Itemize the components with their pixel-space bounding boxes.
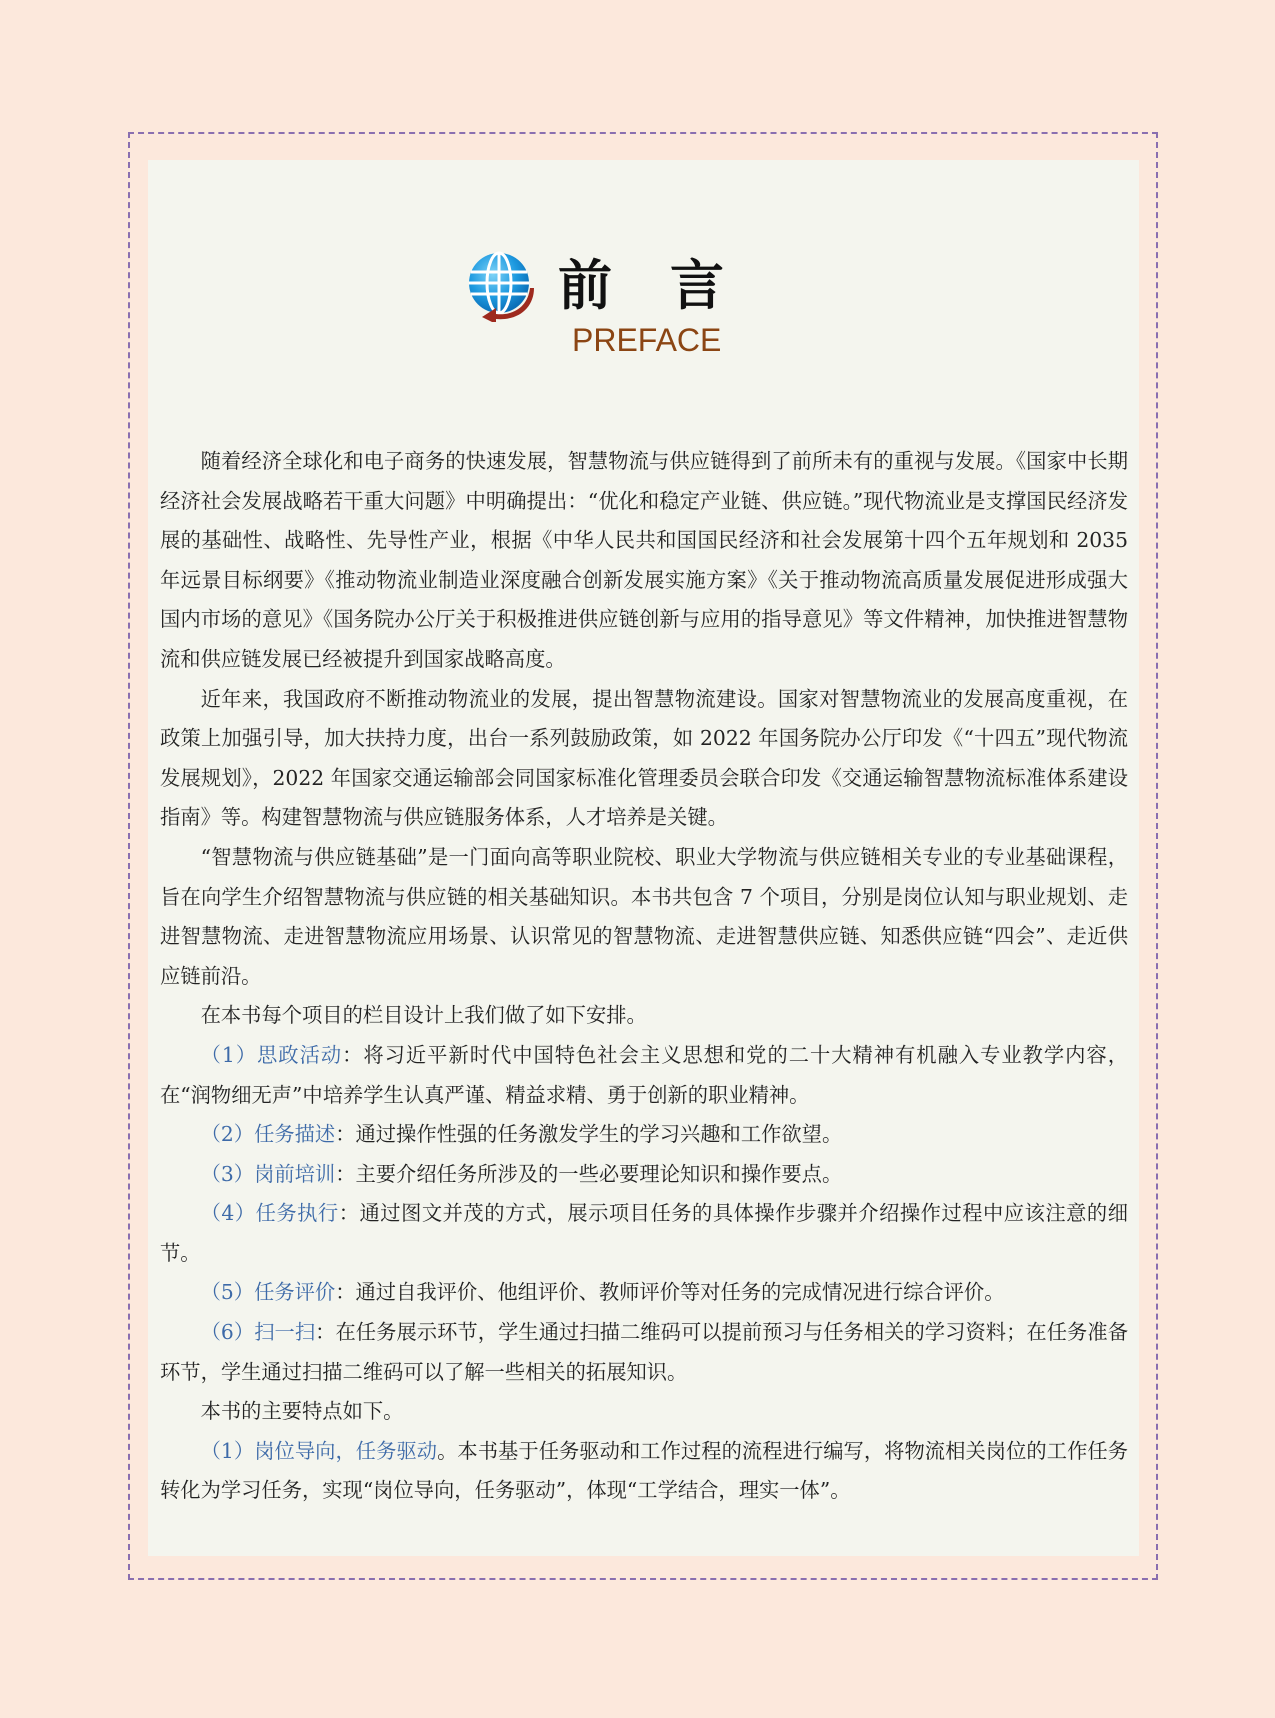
- item-text: ：主要介绍任务所涉及的一些必要理论知识和操作要点。: [335, 1161, 843, 1186]
- item-number: （4）: [200, 1201, 256, 1226]
- paragraph: 随着经济全球化和电子商务的快速发展，智慧物流与供应链得到了前所未有的重视与发展。《国家中长期经济社会发展战略若干重大问题》中明确提出：“优化和稳定产业链、供应链。”现代物流业是支撑国民经济发展的基础性、战略性、先导性产业，根据《中华人民共和国国民经济和社会发展第十四个五年规划和 2035 年远景目标纲要》《推动物流业制造业深度融合创新发展实施方案》《关于推动物流高质量发展促进形成强大国内市场的意见》《国务院办公厅关于积极推进供应链创新与应用的指导意见》等文件精神，加快推进智慧物流和供应链发展已经被提升到国家战略高度。: [160, 449, 1128, 671]
- paragraph: “智慧物流与供应链基础”是一门面向高等职业院校、职业大学物流与供应链相关专业的专业基础课程，旨在向学生介绍智慧物流与供应链的相关基础知识。本书共包含 7 个项目，分别是岗位认知与职业规划、走进智慧物流、走进智慧物流应用场景、认识常见的智慧物流、走进智慧供应链、知悉供应链“四会”、走近供应链前沿。: [160, 844, 1128, 988]
- item-number: （2）: [200, 1122, 255, 1147]
- item-keyword: 思政活动: [257, 1042, 343, 1067]
- paragraph: 近年来，我国政府不断推动物流业的发展，提出智慧物流建设。国家对智慧物流业的发展高度重视，在政策上加强引导，加大扶持力度，出台一系列鼓励政策，如 2022 年国务院办公厅印发《“十四五”现代物流发展规划》，2022 年国家交通运输部会同国家标准化管理委员会联合印发《交通运输智慧物流标准体系建设指南》等。构建智慧物流与供应链服务体系，人才培养是关键。: [160, 686, 1128, 830]
- item-text: ：在任务展示环节，学生通过扫描二维码可以提前预习与任务相关的学习资料；在任务准备环节，学生通过扫描二维码可以了解一些相关的拓展知识。: [160, 1320, 1128, 1384]
- item-keyword: 任务评价: [254, 1280, 336, 1305]
- item-text: ：通过操作性强的任务激发学生的学习兴趣和工作欲望。: [335, 1122, 843, 1147]
- feature-item: [160, 1313, 1128, 1392]
- page-subtitle: PREFACE: [572, 322, 722, 358]
- item-keyword: 岗位导向，任务驱动: [254, 1438, 438, 1463]
- item-text: ：通过自我评价、他组评价、教师评价等对任务的完成情况进行综合评价。: [335, 1280, 1005, 1305]
- feature-item: [160, 1115, 1128, 1155]
- feature-item: [160, 1273, 1128, 1313]
- item-keyword: 岗前培训: [254, 1161, 336, 1186]
- item-number: （1）: [200, 1438, 255, 1463]
- item-number: （1）: [200, 1042, 258, 1067]
- preface-body: [160, 442, 1128, 1511]
- paragraph: 本书的主要特点如下。: [200, 1399, 404, 1424]
- title-block: [148, 250, 1139, 370]
- paragraph: 在本书每个项目的栏目设计上我们做了如下安排。: [200, 1003, 647, 1028]
- item-text: 。本书基于任务驱动和工作过程的流程进行编写，将物流相关岗位的工作任务转化为学习任务，实现“岗位导向，任务驱动”，体现“工学结合，理实一体”。: [160, 1438, 1128, 1503]
- feature-item: [160, 1036, 1128, 1115]
- item-text: ：将习近平新时代中国特色社会主义思想和党的二十大精神有机融入专业教学内容，在“润物细无声”中培养学生认真严谨、精益求精、勇于创新的职业精神。: [160, 1042, 1128, 1107]
- globe-arrow-icon: [466, 250, 538, 322]
- item-text: ：通过图文并茂的方式，展示项目任务的具体操作步骤并介绍操作过程中应该注意的细节。: [160, 1201, 1128, 1265]
- item-number: （6）: [200, 1320, 255, 1345]
- item-keyword: 扫一扫: [254, 1320, 316, 1345]
- item-number: （5）: [200, 1280, 255, 1305]
- item-keyword: 任务描述: [254, 1122, 336, 1147]
- feature-item: [160, 1432, 1128, 1511]
- feature-item: [160, 1194, 1128, 1273]
- feature-item: [160, 1155, 1128, 1195]
- content-panel: [148, 160, 1139, 1556]
- page-title: 前言: [558, 254, 782, 317]
- item-number: （3）: [200, 1161, 255, 1186]
- item-keyword: 任务执行: [255, 1201, 339, 1226]
